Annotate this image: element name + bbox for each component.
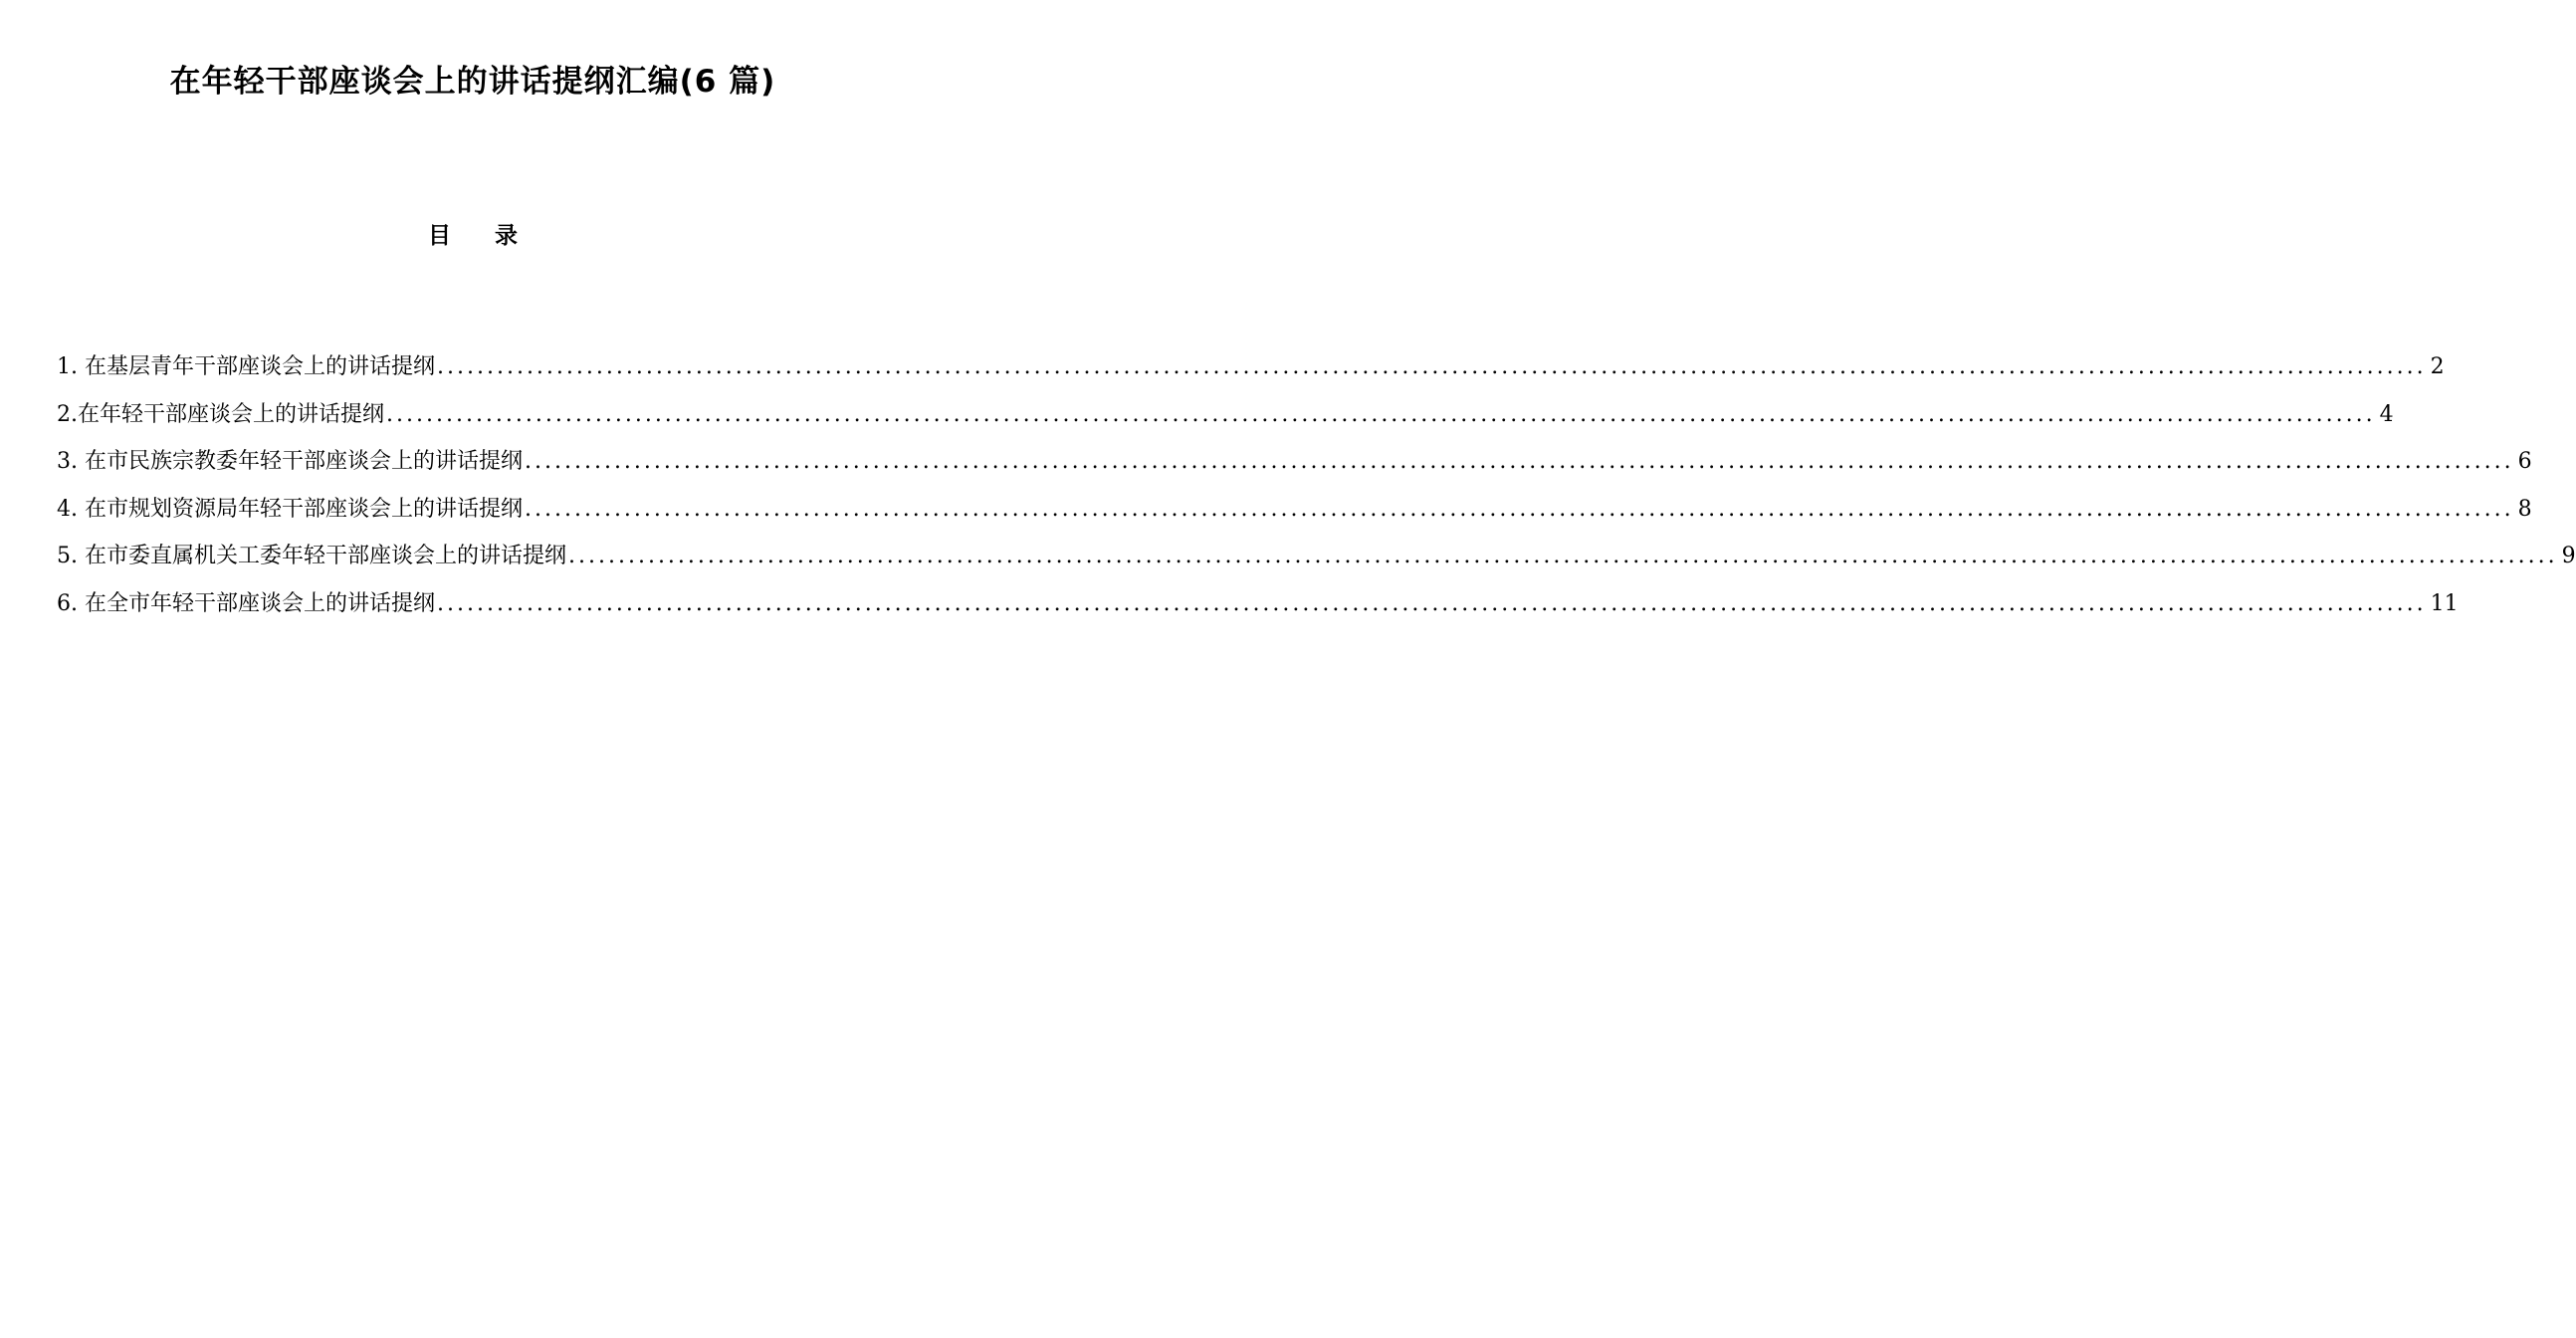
toc-dot-leader: ........................................................................................................................................................................................................ — [386, 401, 2376, 427]
toc-entry-6[interactable] — [57, 585, 2459, 633]
toc-entry-page: 6 — [2517, 449, 2532, 474]
toc-dot-leader: ........................................................................................................................................................................................................ — [437, 590, 2427, 616]
toc-entry-title: 4. 在市规划资源局年轻干部座谈会上的讲话提纲 — [57, 496, 523, 522]
toc-entry-title: 5. 在市委直属机关工委年轻干部座谈会上的讲话提纲 — [57, 544, 566, 568]
table-of-contents — [57, 348, 2576, 632]
toc-dot-leader: ........................................................................................................................................................................................................ — [525, 449, 2514, 474]
toc-entry-page: 4 — [2379, 401, 2394, 427]
toc-entry-page: 11 — [2430, 590, 2459, 616]
toc-dot-leader: ........................................................................................................................................................................................................ — [525, 496, 2514, 522]
toc-entry-page: 9 — [2561, 544, 2576, 568]
toc-entry-page: 2 — [2430, 354, 2445, 379]
toc-dot-leader: ........................................................................................................................................................................................................ — [437, 354, 2427, 379]
toc-entry-page: 8 — [2517, 496, 2532, 522]
toc-entry-5[interactable] — [57, 538, 2576, 585]
toc-entry-4[interactable] — [57, 491, 2532, 539]
toc-entry-title: 1. 在基层青年干部座谈会上的讲话提纲 — [57, 354, 435, 379]
toc-dot-leader: ........................................................................................................................................................................................................ — [568, 544, 2558, 568]
document-title: 在年轻干部座谈会上的讲话提纲汇编(6 篇) — [169, 64, 776, 100]
toc-entry-title: 2.在年轻干部座谈会上的讲话提纲 — [57, 401, 384, 427]
toc-entry-title: 6. 在全市年轻干部座谈会上的讲话提纲 — [57, 590, 435, 616]
toc-entry-2[interactable] — [57, 396, 2394, 444]
toc-entry-1[interactable] — [57, 348, 2445, 396]
toc-entry-title: 3. 在市民族宗教委年轻干部座谈会上的讲话提纲 — [57, 449, 523, 474]
toc-entry-3[interactable] — [57, 443, 2532, 491]
toc-heading: 目 录 — [427, 223, 536, 249]
